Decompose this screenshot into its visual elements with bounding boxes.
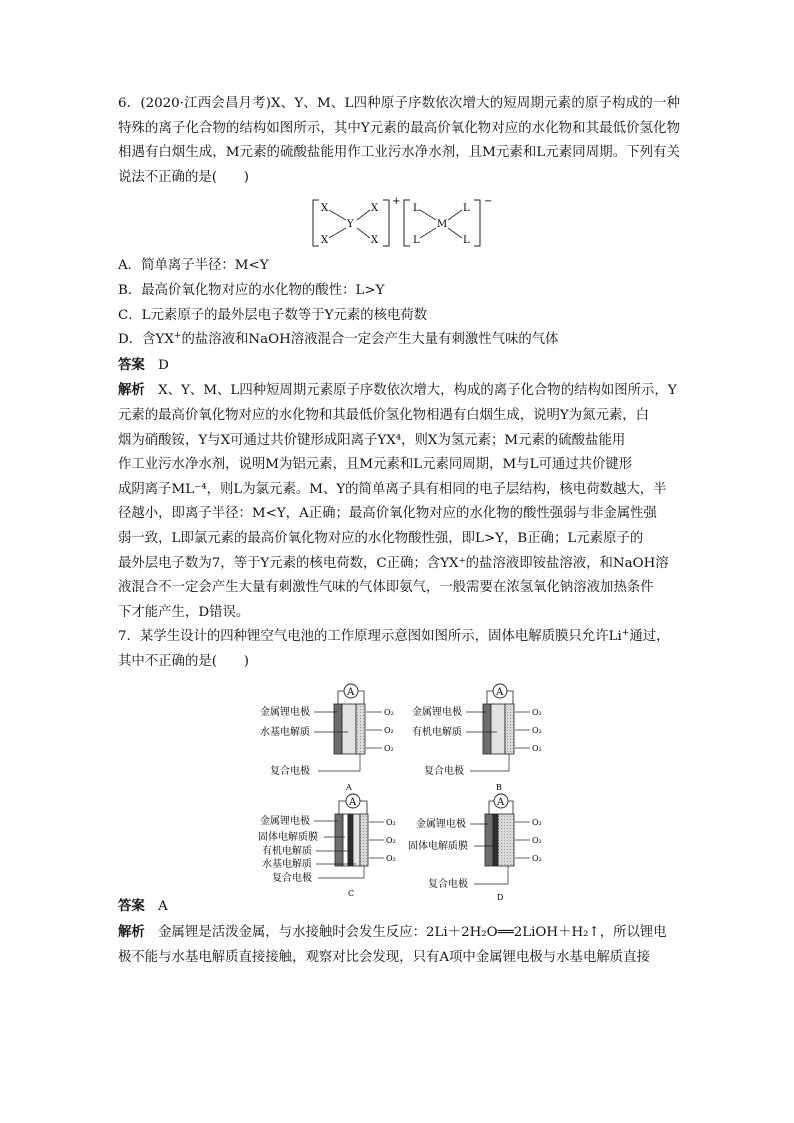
option-c-text: L元素原子的最外层电子数等于Y元素的核电荷数 bbox=[141, 307, 428, 323]
anion-center: M bbox=[437, 219, 448, 231]
diagram-d bbox=[408, 794, 542, 902]
q7-analysis-label: 解析 bbox=[118, 924, 145, 941]
svg-text:O₂: O₂ bbox=[532, 744, 542, 754]
q7-stem-line-2: 其中不正确的是( ) bbox=[118, 653, 249, 669]
option-b-text: 最高价氧化物对应的水化物的酸性：L>Y bbox=[141, 282, 385, 298]
q6-analysis-line-2: 元素的最高价氧化物对应的水化物和其最低价氢化物相遇有白烟生成，说明Y为氮元素，白 bbox=[118, 407, 650, 423]
q6-stem: 6．(2020·江西会昌月考)X、Y、M、L四种原子序数依次增大的短周期元素的原子构成的一种特殊的离子化合物的结构如图所示，其中Y元素的最高价氧化物对应的水化物和其最低价氢化物相遇有白烟生成，M元素的硫酸盐能用作工业污水净水剂，且M元素和L元素同周期。下列有关说法不正确的是( ) bbox=[118, 96, 680, 185]
svg-text:水基电解质: 水基电解质 bbox=[260, 727, 310, 739]
q7-answer-label: 答案 bbox=[118, 898, 145, 915]
cation-structure bbox=[313, 196, 400, 246]
svg-text:金属锂电极: 金属锂电极 bbox=[416, 819, 466, 831]
q6-analysis-line-9: 液混合不一定会产生大量有刺激性气味的气体即氨气，一般需要在浓氢氧化钠溶液加热条件 bbox=[118, 580, 654, 596]
q6-analysis-line-6: 径越小，即离子半径：M<Y，A正确；最高价氧化物对应的水化物的酸性强弱与非金属性强 bbox=[118, 506, 657, 522]
option-d-text-a: 含YX bbox=[142, 332, 174, 348]
diagram-b bbox=[412, 684, 542, 792]
anion-l-bl: L bbox=[413, 235, 420, 247]
svg-text:O₂: O₂ bbox=[386, 818, 396, 828]
q6-analysis-line-5: 成阴离子ML⁻⁴，则L为氯元素。M、Y的简单离子具有相同的电子层结构，核电荷数越大，半 bbox=[118, 481, 667, 497]
q6-analysis bbox=[118, 378, 680, 625]
cation-x-tl: X bbox=[321, 203, 329, 215]
cation-charge: + bbox=[392, 196, 401, 208]
svg-text:复合电极: 复合电极 bbox=[270, 766, 310, 778]
q7-analysis-line-1 bbox=[118, 920, 680, 946]
svg-text:O₂: O₂ bbox=[532, 726, 542, 736]
q7-answer bbox=[118, 894, 680, 920]
svg-text:O₂: O₂ bbox=[532, 708, 542, 718]
svg-text:O₂: O₂ bbox=[532, 854, 542, 864]
svg-text:O₂: O₂ bbox=[532, 818, 542, 828]
svg-text:固体电解质膜: 固体电解质膜 bbox=[408, 841, 468, 853]
option-a-text: 简单离子半径：M<Y bbox=[141, 258, 269, 274]
svg-text:D: D bbox=[497, 893, 504, 903]
option-c-label: C． bbox=[118, 307, 142, 323]
anion-charge: − bbox=[484, 196, 493, 208]
svg-text:固体电解质膜: 固体电解质膜 bbox=[258, 832, 318, 844]
cation-x-tr: X bbox=[371, 203, 379, 215]
q6-option-c bbox=[118, 304, 680, 329]
q6-analysis-line-3: 烟为硝酸铵，Y与X可通过共价键形成阳离子YX⁴，则X为氢元素；M元素的硫酸盐能用 bbox=[118, 432, 626, 448]
svg-text:O₂: O₂ bbox=[384, 708, 394, 718]
anion-l-tl: L bbox=[413, 203, 420, 215]
option-d-label: D． bbox=[118, 332, 143, 348]
cation-center: Y bbox=[347, 219, 354, 231]
q7-analysis-text-1: 金属锂是活泼金属，与水接触时会发生反应：2Li＋2H₂O══2LiOH＋H₂↑，所以锂电 bbox=[158, 925, 667, 941]
svg-text:O₂: O₂ bbox=[532, 836, 542, 846]
svg-text:A: A bbox=[347, 687, 355, 699]
q7-analysis-line-2: 极不能与水基电解质直接接触，观察对比会发现，只有A项中金属锂电极与水基电解质直接 bbox=[118, 949, 650, 965]
q6-analysis-line-7: 弱一致，L即氯元素的最高价氧化物对应的水化物酸性强，即L>Y，B正确；L元素原子的 bbox=[118, 530, 644, 546]
svg-text:金属锂电极: 金属锂电极 bbox=[260, 816, 310, 828]
q6-analysis-label: 解析 bbox=[118, 382, 145, 399]
option-d-sup: + bbox=[173, 331, 182, 342]
svg-text:C: C bbox=[348, 889, 355, 899]
q7-stem-a: 7．某学生设计的四种锂空气电池的工作原理示意图如图所示，固体电解质膜只允许Li bbox=[118, 629, 622, 645]
svg-text:复合电极: 复合电极 bbox=[424, 766, 464, 778]
q7-stem-line-1 bbox=[118, 625, 680, 650]
svg-text:A: A bbox=[346, 783, 352, 793]
svg-text:O₂: O₂ bbox=[386, 854, 396, 864]
svg-text:A: A bbox=[349, 797, 357, 809]
option-d-text-b: 的盐溶液和NaOH溶液混合一定会产生大量有刺激性气味的气体 bbox=[181, 332, 559, 348]
anion-l-br: L bbox=[463, 235, 470, 247]
anion-structure bbox=[404, 196, 492, 246]
diagram-c bbox=[258, 794, 396, 898]
q6-analysis-line-1 bbox=[118, 378, 680, 404]
svg-text:A: A bbox=[497, 797, 505, 809]
q6-option-d bbox=[118, 328, 680, 353]
q7-answer-value: A bbox=[158, 899, 168, 915]
diagram-a bbox=[260, 684, 394, 792]
anion-l-tr: L bbox=[463, 203, 470, 215]
q6-answer-label: 答案 bbox=[118, 356, 145, 373]
q7-stem-b: 通过， bbox=[629, 629, 670, 645]
svg-text:水基电解质: 水基电解质 bbox=[262, 859, 312, 871]
q7-stem-sup: + bbox=[621, 628, 630, 639]
svg-text:复合电极: 复合电极 bbox=[428, 879, 468, 891]
svg-text:O₂: O₂ bbox=[384, 744, 394, 754]
svg-text:复合电极: 复合电极 bbox=[272, 873, 312, 885]
cation-x-br: X bbox=[371, 235, 379, 247]
svg-text:金属锂电极: 金属锂电极 bbox=[412, 707, 462, 719]
svg-text:O₂: O₂ bbox=[386, 836, 396, 846]
svg-text:有机电解质: 有机电解质 bbox=[262, 846, 312, 858]
battery-diagrams bbox=[118, 678, 680, 903]
q6-analysis-text-1: X、Y、M、L四种短周期元素原子序数依次增大，构成的离子化合物的结构如图所示，Y bbox=[158, 383, 677, 399]
q6-option-a bbox=[118, 254, 680, 279]
svg-text:O₂: O₂ bbox=[384, 726, 394, 736]
svg-text:有机电解质: 有机电解质 bbox=[412, 727, 462, 739]
svg-text:A: A bbox=[496, 687, 504, 699]
q6-analysis-line-10: 下才能产生，D错误。 bbox=[118, 604, 250, 620]
cation-x-bl: X bbox=[321, 235, 329, 247]
option-a-label: A． bbox=[118, 258, 142, 274]
svg-text:金属锂电极: 金属锂电极 bbox=[260, 707, 310, 719]
option-b-label: B． bbox=[118, 282, 142, 298]
q6-analysis-line-8: 最外层电子数为7，等于Y元素的核电荷数，C正确；含YX⁺的盐溶液即铵盐溶液，和NaOH溶 bbox=[118, 555, 669, 571]
q6-option-b bbox=[118, 279, 680, 304]
ion-structure-diagram bbox=[118, 194, 680, 254]
q6-answer-value: D bbox=[158, 357, 169, 373]
q6-analysis-line-4: 作工业污水净水剂，说明M为铝元素，且M元素和L元素同周期，M与L可通过共价键形 bbox=[118, 457, 633, 473]
svg-text:B: B bbox=[496, 783, 502, 793]
q6-answer bbox=[118, 353, 680, 379]
